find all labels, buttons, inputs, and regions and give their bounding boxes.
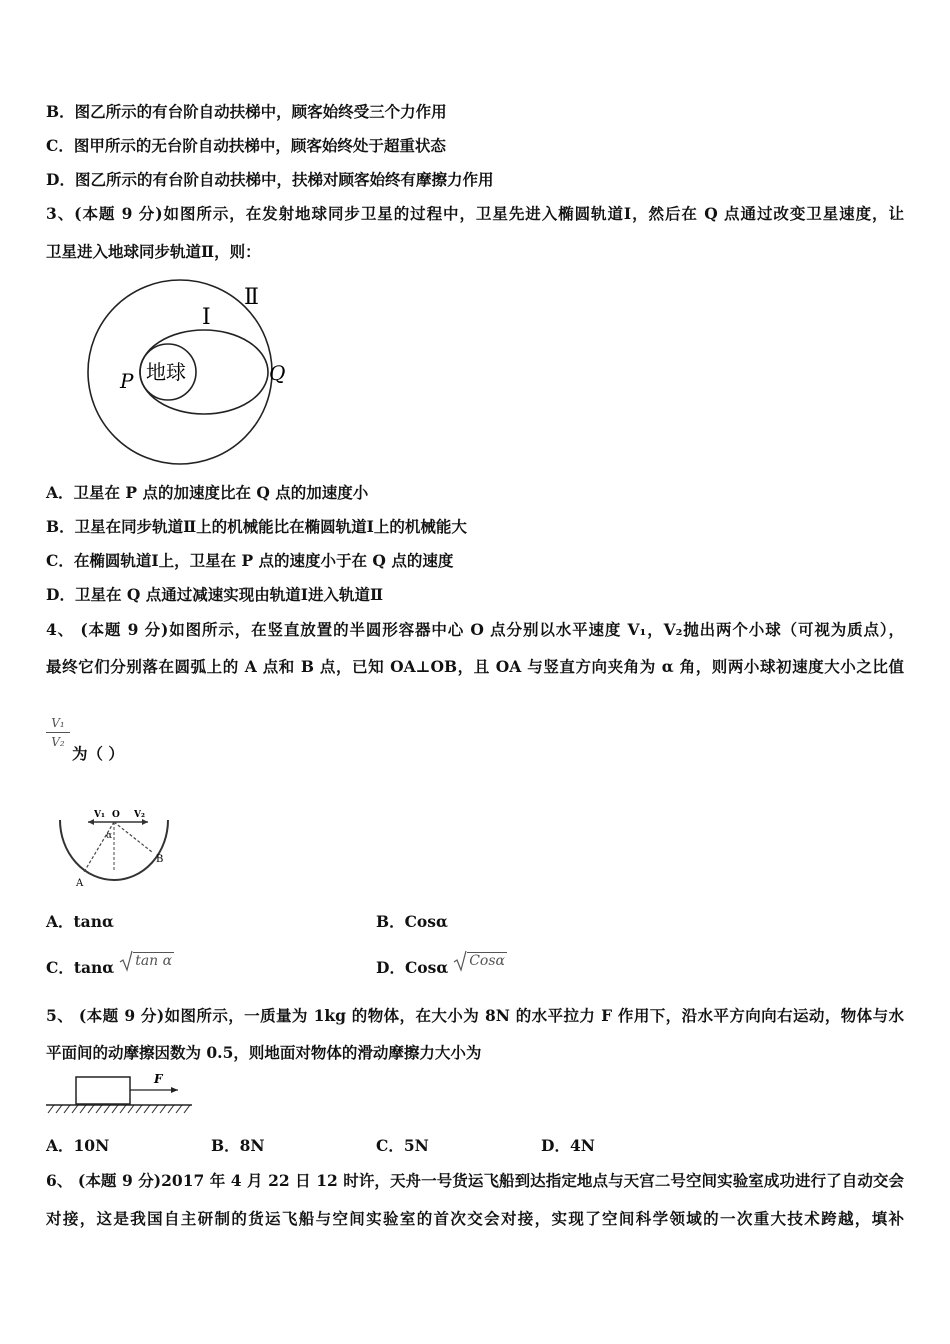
orbit-i-label: Ⅰ — [202, 305, 211, 330]
label-v1: V₁ — [94, 810, 105, 820]
sqrt-cos-alpha — [453, 951, 507, 969]
sqrt-tan-alpha — [119, 951, 174, 969]
q5-option-c: C．5N — [376, 1136, 429, 1155]
label-v2: V₂ — [134, 810, 145, 820]
q4-stem-ending: 为（ ） — [72, 744, 124, 763]
q4-option-a: A．tanα — [46, 912, 114, 931]
fraction-denominator: V₂ — [51, 735, 65, 749]
q3-option-c: C．在椭圆轨道Ⅰ上，卫星在 P 点的速度小于在 Q 点的速度 — [46, 551, 454, 570]
fraction-numerator: V₁ — [51, 716, 65, 730]
block — [76, 1077, 130, 1104]
point-p-label: P — [120, 369, 134, 393]
q3-option-a: A．卫星在 P 点的加速度比在 Q 点的加速度小 — [46, 483, 369, 502]
q4-option-c-label: C．tanα — [46, 958, 115, 977]
q5-stem-line2: 平面间的动摩擦因数为 0.5，则地面对物体的滑动摩擦力大小为 — [46, 1043, 482, 1062]
force-arrow-head — [171, 1087, 178, 1093]
q4-option-d — [376, 953, 507, 980]
sqrt-radical-icon — [119, 950, 133, 972]
fraction-bar — [46, 732, 70, 733]
q4-stem-line2: 最终它们分别落在圆弧上的 A 点和 B 点，已知 OA⊥OB，且 OA 与竖直方向夹角为 α 角，则两小球初速度大小之比值 — [46, 657, 904, 676]
q5-stem-line1: 5、 (本题 9 分)如图所示，一质量为 1kg 的物体，在大小为 8N 的水平拉力 F 作用下，沿水平方向向右运动，物体与水 — [46, 1006, 904, 1025]
q4-stem-line1: 4、 (本题 9 分)如图所示，在竖直放置的半圆形容器中心 O 点分别以水平速度 V₁，V₂抛出两个小球（可视为质点）， — [46, 620, 904, 639]
label-o: O — [112, 810, 120, 820]
q4-option-b: B．Cosα — [376, 912, 448, 931]
q5-option-b: B．8N — [211, 1136, 265, 1155]
line-oa — [84, 822, 114, 872]
q5-option-a: A．10N — [46, 1136, 110, 1155]
label-alpha: α — [106, 831, 113, 841]
sqrt-radical-icon — [453, 950, 467, 972]
q2-option-c: C．图甲所示的无台阶自动扶梯中，顾客始终处于超重状态 — [46, 136, 446, 155]
line-ob — [114, 822, 152, 852]
q6-stem-line2: 对接，这是我国自主研制的货运飞船与空间实验室的首次交会对接，实现了空间科学领域的一次重大技术跨越，填补 — [46, 1209, 904, 1228]
orbit-figure — [76, 272, 306, 472]
orbit-ii-label: Ⅱ — [244, 285, 259, 310]
q6-stem-line1: 6、 (本题 9 分)2017 年 4 月 22 日 12 时许，天舟一号货运飞船到达指定地点与天宫二号空间实验室成功进行了自动交会 — [46, 1171, 904, 1190]
q4-option-d-label: D．Cosα — [376, 958, 449, 977]
bowl-figure — [52, 800, 177, 890]
label-a: A — [76, 878, 84, 889]
q3-stem-line2: 卫星进入地球同步轨道Ⅱ，则： — [46, 242, 261, 261]
label-b: B — [156, 854, 164, 865]
earth-label: 地球 — [146, 360, 186, 384]
ground-hatching — [48, 1105, 190, 1113]
q4-option-c — [46, 953, 174, 980]
point-q-label: Q — [269, 361, 286, 385]
sqrt-tan-alpha-text: tan α — [135, 953, 173, 969]
sqrt-cos-alpha-text: Cosα — [469, 953, 505, 969]
q3-option-d: D．卫星在 Q 点通过减速实现由轨道Ⅰ进入轨道Ⅱ — [46, 585, 384, 604]
q2-option-d: D．图乙所示的有台阶自动扶梯中，扶梯对顾客始终有摩擦力作用 — [46, 170, 494, 189]
q3-stem-line1: 3、(本题 9 分)如图所示，在发射地球同步卫星的过程中，卫星先进入椭圆轨道Ⅰ，然后在 Q 点通过改变卫星速度，让 — [46, 204, 904, 223]
block-figure — [44, 1068, 196, 1116]
velocity-ratio-fraction — [46, 716, 70, 749]
q2-option-b: B．图乙所示的有台阶自动扶梯中，顾客始终受三个力作用 — [46, 102, 447, 121]
q5-option-d: D．4N — [541, 1136, 595, 1155]
q3-option-b: B．卫星在同步轨道Ⅱ上的机械能比在椭圆轨道Ⅰ上的机械能大 — [46, 517, 467, 536]
force-label: F — [154, 1072, 163, 1086]
